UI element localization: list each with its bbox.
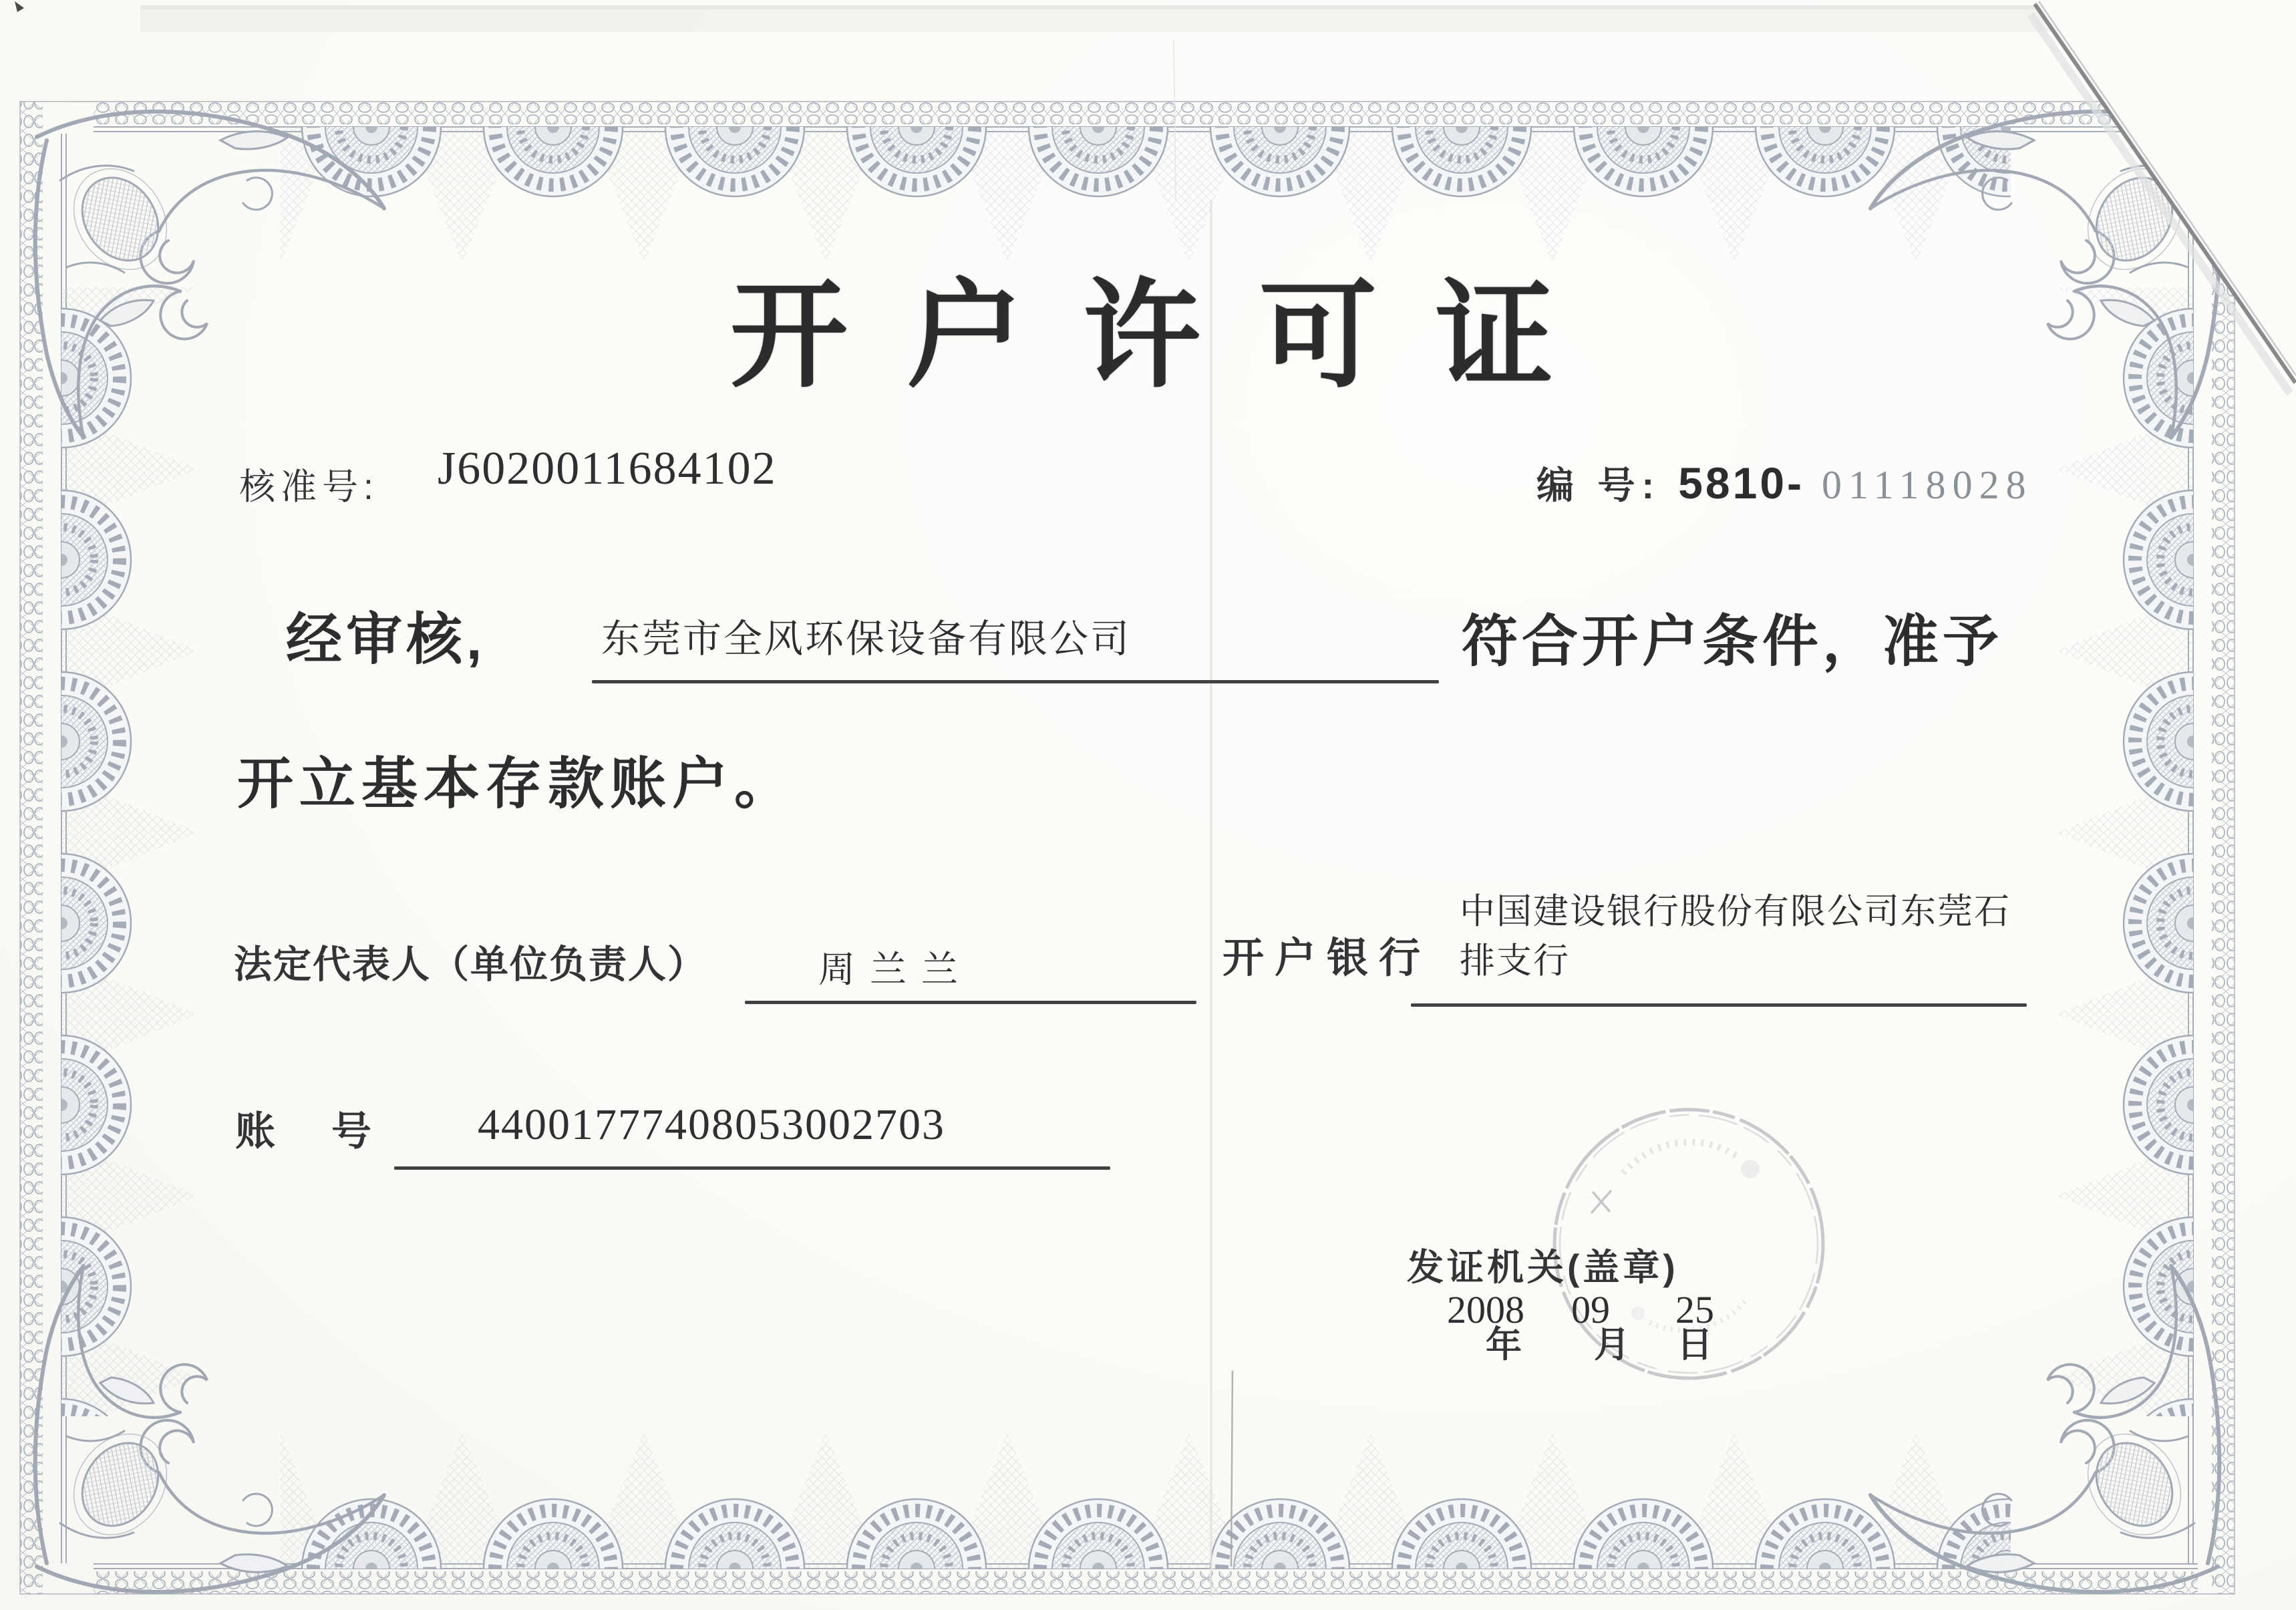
issue-date-month: 09 [1571, 1288, 1610, 1331]
bank-value: 中国建设银行股份有限公司东莞石排支行 [1460, 892, 2011, 981]
serial-number-stamped: 01118028 [1822, 463, 2033, 507]
issuer-label: 发证机关(盖章) [1407, 1247, 1679, 1288]
serial-number-label: 编 号: [1536, 464, 1661, 506]
bank-underline [1411, 1003, 2027, 1007]
statement-suffix: 符合开户条件，准予 [1462, 610, 2003, 673]
serial-number [1536, 460, 2033, 507]
account-value: 44001777408053002703 [478, 1100, 945, 1149]
account-label: 账 号 [235, 1109, 379, 1154]
certificate-title: 开户许可证 [730, 271, 1613, 401]
statement-prefix: 经审核, [286, 608, 486, 671]
account-underline [394, 1166, 1110, 1170]
approval-number-value: J6020011684102 [438, 443, 777, 494]
month-unit: 月 [1594, 1325, 1630, 1365]
legal-rep-underline [745, 1001, 1196, 1004]
legal-rep-label: 法定代表人（单位负责人） [234, 943, 707, 986]
bank-label: 开户银行 [1222, 935, 1432, 981]
issue-date-year: 2008 [1447, 1288, 1524, 1331]
company-name: 东莞市全风环保设备有限公司 [601, 617, 1132, 661]
day-unit: 日 [1677, 1325, 1713, 1365]
serial-number-prefix: 5810- [1678, 458, 1805, 508]
issue-date-day: 25 [1675, 1288, 1714, 1331]
legal-rep-value: 周兰兰 [818, 949, 973, 990]
statement-line2: 开立基本存款账户。 [237, 752, 797, 815]
year-unit: 年 [1486, 1325, 1522, 1365]
company-name-underline [592, 680, 1439, 683]
approval-number-label: 核准号: [239, 467, 379, 507]
